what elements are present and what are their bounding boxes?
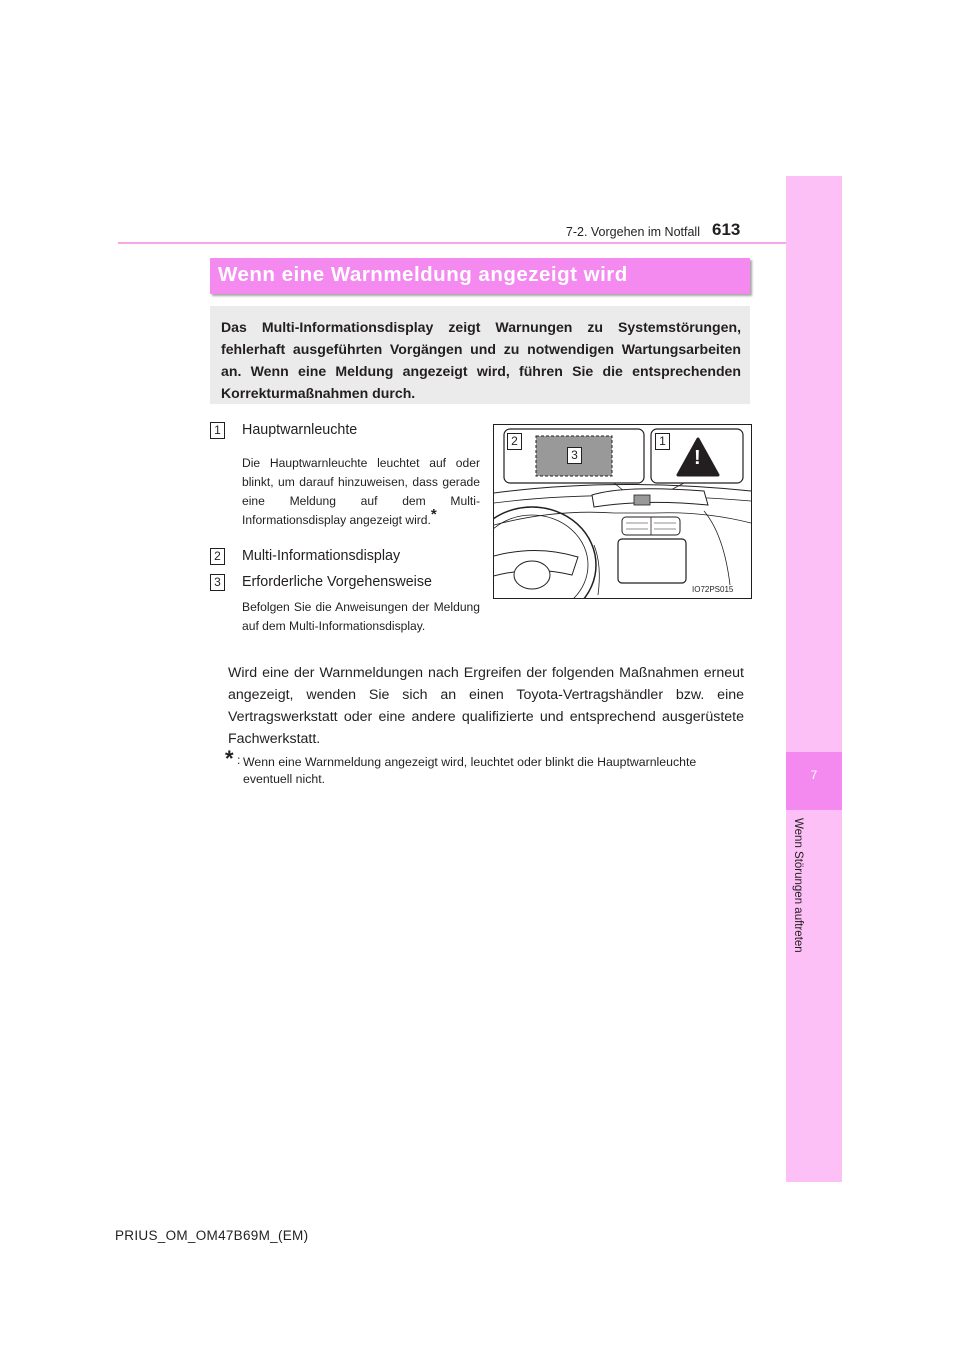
warning-icon: ! [694,447,701,469]
section-title-bar [210,258,750,294]
footnote-separator: : [237,753,241,767]
footer-document-code: PRIUS_OM_OM47B69M_(EM) [115,1228,309,1243]
intro-box [210,306,750,404]
item-title-required-action: Erforderliche Vorgehensweise [242,574,432,590]
callout-number-1: 1 [655,433,670,450]
footnote-text: Wenn eine Warnmeldung angezeigt wird, leuchtet oder blinkt die Hauptwarnleuchte eventuell nicht. [243,755,697,786]
illustration-code: IO72PS015 [692,585,734,594]
item-number-3: 3 [210,574,225,591]
chapter-reference: 7-2. Vorgehen im Notfall [565,225,700,239]
callout-number-3: 3 [567,447,582,464]
dashboard-illustration [493,424,752,599]
body-paragraph: Wird eine der Warnmeldungen nach Ergreifen der folgenden Maßnahmen erneut angezeigt, wenden Sie sich an einen Toyota-Vertragshändler bzw. eine Vertragswerkstatt oder eine andere qualifizierte und entsprechend ausgerüstete Fachwerkstatt. [228,665,744,747]
callout-number-2: 2 [507,433,522,450]
item-desc-master-warning-light [242,454,480,530]
footnote-mark: * [430,505,437,523]
header-rule [118,242,786,244]
side-tab [786,176,842,1182]
side-tab-chapter-number: 7 [810,768,818,782]
footnote-asterisk: * [225,746,234,771]
item-number-2: 2 [210,548,225,565]
dashboard-drawing [494,425,751,598]
side-tab-chapter-label: Wenn Störungen auftreten [792,818,804,953]
item-desc-required-action: Befolgen Sie die Anweisungen der Meldung auf dem Multi-Informationsdisplay. [242,600,480,633]
item-title-master-warning-light: Hauptwarnleuchte [242,422,358,438]
item-desc-text: Die Hauptwarnleuchte leuchtet auf oder blinkt, um darauf hinzuweisen, dass gerade eine Meldung auf dem Multi-Informationsdisplay angezeigt wird. [242,456,480,527]
page-number: 613 [712,220,741,239]
section-title: Wenn eine Warnmeldung angezeigt wird [218,263,628,286]
item-number-1: 1 [210,422,225,439]
item-title-multi-info-display: Multi-Informationsdisplay [242,548,401,564]
intro-text: Das Multi-Informationsdisplay zeigt Warnungen zu Systemstörungen, fehlerhaft ausgeführten Vorgängen und zu notwendigen Wartungsarbeiten an. Wenn eine Meldung angezeigt wird, führen Sie die entsprechenden Korrekturmaßnahmen durch. [221,319,741,401]
